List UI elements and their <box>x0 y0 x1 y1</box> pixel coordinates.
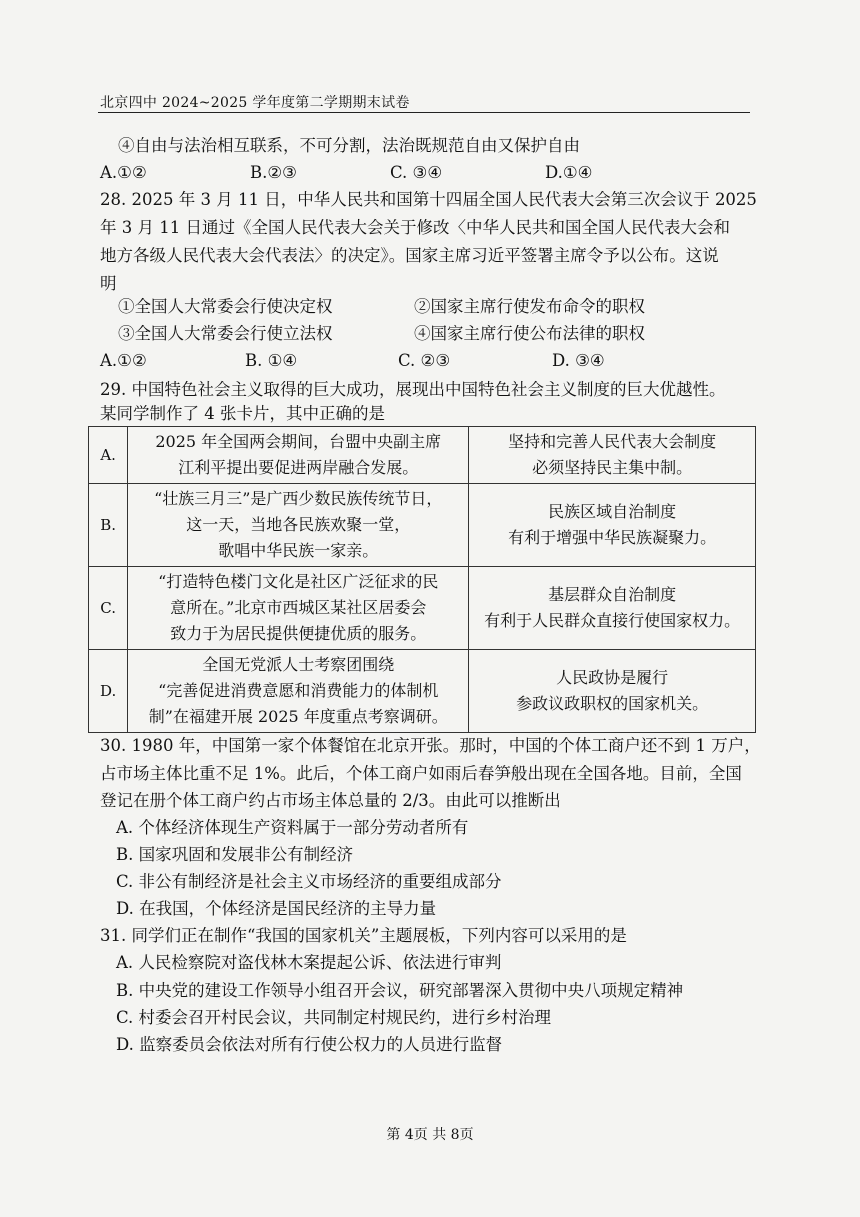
page-footer: 第 4页 共 8页 <box>386 1127 474 1143</box>
card-row-c <box>89 567 756 650</box>
q28-option-c: C. ②③ <box>398 351 451 370</box>
q30-stem-line-1: 30. 1980 年，中国第一家个体餐馆在北京开张。那时，中国的个体工商户还不到 1 万户， <box>100 736 761 755</box>
q28-item-2: ②国家主席行使发布命令的职权 <box>414 297 645 316</box>
q27-option-a: A.①② <box>100 163 147 182</box>
card-left <box>128 484 469 567</box>
card-text: 民族区域自治制度 <box>548 502 677 521</box>
card-text: 坚持和完善人民代表大会制度 <box>508 432 717 451</box>
q30-option-c: C. 非公有制经济是社会主义市场经济的重要组成部分 <box>116 872 502 891</box>
q28-stem-line-2: 年 3 月 11 日通过《全国人民代表大会关于修改〈中华人民共和国全国人民代表大会和 <box>100 218 730 237</box>
card-text: 江利平提出要促进两岸融合发展。 <box>178 458 419 477</box>
q28-option-a: A.①② <box>100 351 147 370</box>
header-rule <box>98 112 750 113</box>
card-row-b <box>89 484 756 567</box>
card-label: D. <box>89 650 128 733</box>
q31-option-b: B. 中央党的建设工作领导小组召开会议，研究部署深入贯彻中央八项规定精神 <box>116 981 684 1000</box>
card-label: B. <box>89 484 128 567</box>
q28-option-b: B. ①④ <box>245 351 298 370</box>
q30-stem-line-3: 登记在册个体工商户约占市场主体总量的 2/3。由此可以推断出 <box>100 791 561 810</box>
q28-stem-line-1: 28. 2025 年 3 月 11 日，中华人民共和国第十四届全国人民代表大会第三次会议于 2025 <box>100 190 757 209</box>
card-text: 基层群众自治制度 <box>548 585 677 604</box>
q31-stem-line-1: 31. 同学们正在制作“我国的国家机关”主题展板，下列内容可以采用的是 <box>100 926 627 945</box>
q30-option-a: A. 个体经济体现生产资料属于一部分劳动者所有 <box>116 818 469 837</box>
card-right <box>469 484 756 567</box>
q29-stem-line-2: 某同学制作了 4 张卡片，其中正确的是 <box>100 404 385 423</box>
card-right <box>469 427 756 484</box>
card-text: “完善促进消费意愿和消费能力的体制机 <box>158 681 439 700</box>
q31-option-d: D. 监察委员会依法对所有行使公权力的人员进行监督 <box>116 1035 503 1054</box>
card-text: “壮族三月三”是广西少数民族传统节日， <box>154 489 443 508</box>
q30-stem-line-2: 占市场主体比重不足 1%。此后，个体工商户如雨后春笋般出现在全国各地。目前，全国 <box>100 764 742 783</box>
exam-header: 北京四中 2024~2025 学年度第二学期期末试卷 <box>100 95 410 111</box>
card-text: 必须坚持民主集中制。 <box>532 458 693 477</box>
q30-option-b: B. 国家巩固和发展非公有制经济 <box>116 845 354 864</box>
card-left <box>128 650 469 733</box>
card-left <box>128 427 469 484</box>
q28-item-1: ①全国人大常委会行使决定权 <box>118 297 333 316</box>
card-text: 歌唱中华民族一家亲。 <box>218 541 379 560</box>
card-text: 人民政协是履行 <box>556 668 669 687</box>
q27-option-b: B.②③ <box>250 163 297 182</box>
q28-stem-line-4: 明 <box>100 274 117 293</box>
card-text: 2025 年全国两会期间，台盟中央副主席 <box>155 432 442 451</box>
card-text: 参政议政职权的国家机关。 <box>516 694 709 713</box>
card-text: 致力于为居民提供便捷优质的服务。 <box>170 624 427 643</box>
card-text: 制”在福建开展 2025 年度重点考察调研。 <box>148 707 448 726</box>
card-right <box>469 567 756 650</box>
q29-card-table <box>88 426 756 733</box>
card-text: “打造特色楼门文化是社区广泛征求的民 <box>158 572 439 591</box>
card-text: 有利于增强中华民族凝聚力。 <box>508 528 717 547</box>
q31-option-a: A. 人民检察院对盗伐林木案提起公诉、依法进行审判 <box>116 953 502 972</box>
card-text: 这一天，当地各民族欢聚一堂， <box>186 515 411 534</box>
card-row-a <box>89 427 756 484</box>
card-label: A. <box>89 427 128 484</box>
card-text: 意所在。”北京市西城区某社区居委会 <box>170 598 427 617</box>
q28-stem-line-3: 地方各级人民代表大会代表法〉的决定》。国家主席习近平签署主席令予以公布。这说 <box>100 246 719 265</box>
card-text: 有利于人民群众直接行使国家权力。 <box>484 611 741 630</box>
card-left <box>128 567 469 650</box>
q28-item-3: ③全国人大常委会行使立法权 <box>118 324 333 343</box>
q30-option-d: D. 在我国，个体经济是国民经济的主导力量 <box>116 899 437 918</box>
card-label: C. <box>89 567 128 650</box>
q27-option-d: D.①④ <box>545 163 593 182</box>
q31-option-c: C. 村委会召开村民会议，共同制定村规民约，进行乡村治理 <box>116 1008 552 1027</box>
q27-option-c: C. ③④ <box>390 163 443 182</box>
q28-option-d: D. ③④ <box>552 351 605 370</box>
q29-stem-line-1: 29. 中国特色社会主义取得的巨大成功，展现出中国特色社会主义制度的巨大优越性。 <box>100 380 726 399</box>
q27-item4: ④自由与法治相互联系，不可分割，法治既规范自由又保护自由 <box>118 136 580 155</box>
card-text: 全国无党派人士考察团围绕 <box>202 655 395 674</box>
card-right <box>469 650 756 733</box>
card-row-d <box>89 650 756 733</box>
q28-item-4: ④国家主席行使公布法律的职权 <box>414 324 645 343</box>
